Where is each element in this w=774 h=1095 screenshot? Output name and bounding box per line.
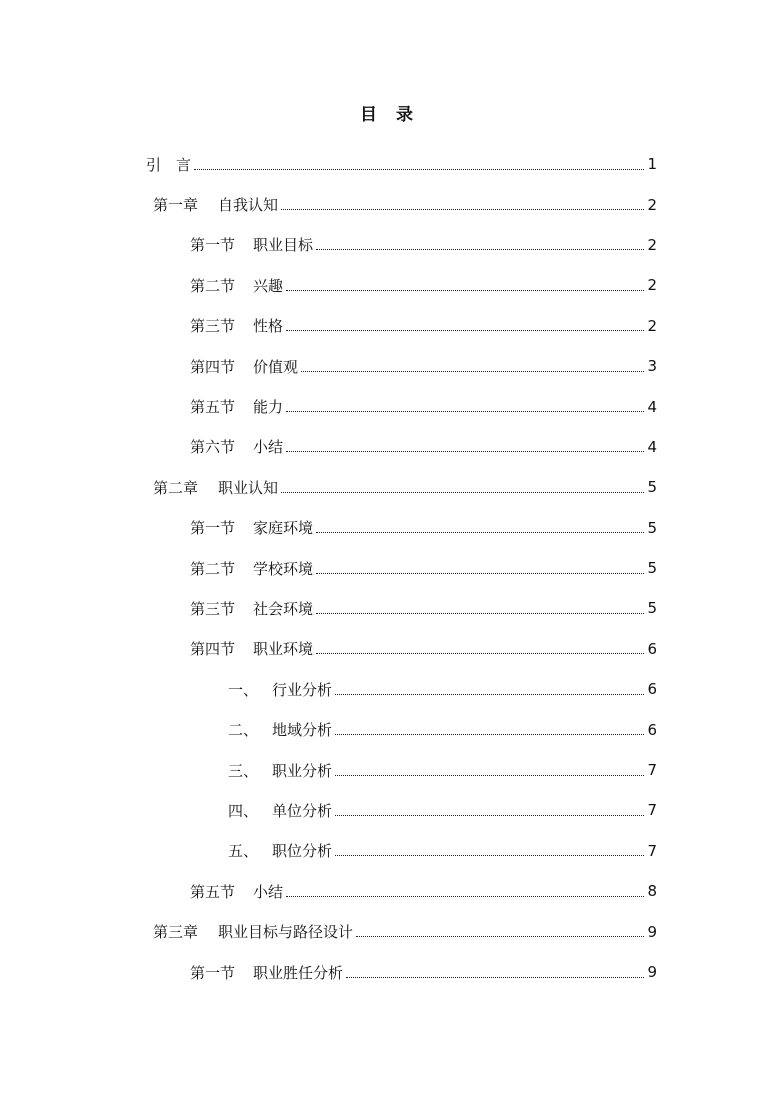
toc-dot-leader [286, 330, 644, 331]
toc-entry[interactable] [228, 669, 657, 709]
toc-entry-label [228, 840, 332, 861]
toc-page-number: 8 [647, 882, 657, 901]
toc-entry-number: 第三章 [153, 923, 199, 942]
toc-entry-title: 职业认知 [218, 478, 279, 497]
toc-entry[interactable] [190, 548, 657, 588]
toc-entry-label [190, 436, 283, 457]
toc-entry[interactable] [153, 467, 657, 507]
toc-page-number: 7 [647, 801, 657, 820]
toc-entry-title: 能力 [253, 398, 284, 417]
toc-entry-number: 三、 [228, 761, 259, 780]
toc-entry-title: 地域分析 [272, 721, 333, 740]
toc-dot-leader [335, 775, 644, 776]
toc-entry[interactable] [190, 225, 657, 265]
toc-dot-leader [281, 492, 644, 493]
toc-entry-label [190, 234, 313, 255]
toc-dot-leader [316, 573, 644, 574]
toc-entry-label [228, 679, 332, 700]
toc-page-number: 2 [647, 195, 657, 214]
toc-dot-leader [194, 169, 644, 170]
toc-entry-label [190, 315, 283, 336]
toc-page-number: 9 [647, 922, 657, 941]
toc-entry-number: 第五节 [190, 398, 236, 417]
toc-dot-leader [335, 815, 644, 816]
toc-entry[interactable] [153, 911, 657, 951]
toc-page-number: 9 [647, 963, 657, 981]
toc-page-number: 2 [647, 276, 657, 295]
toc-page-number: 5 [647, 478, 657, 497]
toc-entry-number: 第三节 [190, 317, 236, 336]
toc-dot-leader [356, 936, 644, 937]
toc-entry-number: 第四节 [190, 357, 236, 376]
toc-entry-number: 第五节 [190, 882, 236, 901]
toc-dot-leader [316, 613, 644, 614]
toc-dot-leader [316, 532, 644, 533]
toc-entry-label [228, 760, 332, 781]
toc-entry-label [190, 558, 313, 579]
toc-entry-title: 小结 [253, 438, 284, 457]
toc-entry-label [190, 881, 283, 902]
toc-entry-label [190, 275, 283, 296]
toc-entry-label [228, 800, 332, 821]
toc-dot-leader [286, 896, 644, 897]
toc-page-number: 3 [647, 357, 657, 376]
toc-entry-number: 二、 [228, 721, 259, 740]
toc-dot-leader [335, 734, 644, 735]
toc-entry-number: 第二节 [190, 559, 236, 578]
toc-page-number: 5 [647, 599, 657, 618]
toc-entry[interactable] [153, 184, 657, 224]
toc-dot-leader [316, 653, 644, 654]
toc-entry[interactable] [190, 386, 657, 426]
toc-page-number: 2 [647, 316, 657, 335]
toc-entry-number: 第一节 [190, 236, 236, 255]
toc-entry-label [190, 638, 313, 659]
toc-dot-leader [335, 855, 644, 856]
toc-title: 目 录 [360, 105, 414, 125]
toc-entry-title: 价值观 [253, 357, 299, 376]
toc-page-number: 6 [647, 720, 657, 739]
toc-dot-leader [281, 209, 644, 210]
toc-entry-number: 四、 [228, 801, 259, 820]
toc-entry-number: 第一节 [190, 963, 236, 982]
toc-page-number: 5 [647, 559, 657, 578]
toc-page-number: 4 [647, 437, 657, 456]
toc-page-number: 7 [647, 841, 657, 860]
toc-entry-number: 五、 [228, 842, 259, 861]
toc-entry-number: 第三节 [190, 599, 236, 618]
toc-entry-number: 第二节 [190, 276, 236, 295]
toc-entry-title: 性格 [253, 317, 284, 336]
toc-entry[interactable] [190, 871, 657, 911]
toc-entry-title: 职业目标与路径设计 [218, 923, 354, 942]
toc-entry[interactable] [228, 750, 657, 790]
toc-entry-title: 学校环境 [253, 559, 314, 578]
toc-entry-label [146, 154, 191, 175]
toc-entry-number: 第六节 [190, 438, 236, 457]
toc-entry-number: 引 [146, 155, 162, 174]
toc-entry-title: 职业胜任分析 [253, 963, 344, 982]
toc-entry-number: 一、 [228, 680, 259, 699]
toc-page-number: 2 [647, 235, 657, 254]
toc-dot-leader [286, 290, 644, 291]
toc-page-number: 7 [647, 761, 657, 780]
toc-entry[interactable] [190, 508, 657, 548]
toc-entry[interactable] [146, 144, 657, 184]
toc-dot-leader [301, 371, 644, 372]
toc-page-number: 6 [647, 680, 657, 699]
toc-entry-label [228, 719, 332, 740]
toc-page-number: 4 [647, 397, 657, 416]
toc-page-number: 1 [647, 155, 657, 174]
toc-entry[interactable] [190, 265, 657, 305]
toc-dot-leader [316, 249, 644, 250]
toc-entry[interactable] [190, 346, 657, 386]
toc-entry-number: 第四节 [190, 640, 236, 659]
toc-entry-label [190, 356, 298, 377]
toc-entry[interactable] [190, 588, 657, 628]
toc-entry[interactable] [190, 427, 657, 467]
toc-entry-number: 第一节 [190, 519, 236, 538]
toc-entry-title: 职业分析 [272, 761, 333, 780]
toc-entry[interactable] [190, 952, 657, 992]
toc-entry-number: 第二章 [153, 478, 199, 497]
toc-entry-title: 职业环境 [253, 640, 314, 659]
toc-entry-title: 言 [176, 155, 192, 174]
toc-entry[interactable] [228, 831, 657, 871]
toc-entry-label [190, 598, 313, 619]
toc-entry-label [190, 396, 283, 417]
toc-entry-title: 小结 [253, 882, 284, 901]
toc-page-number: 6 [647, 639, 657, 658]
toc-dot-leader [335, 694, 644, 695]
toc-page-number: 5 [647, 518, 657, 537]
toc-entry[interactable] [190, 629, 657, 669]
toc-dot-leader [286, 451, 644, 452]
toc-entry-label [153, 921, 353, 942]
toc-entry-title: 家庭环境 [253, 519, 314, 538]
toc-entry-label [190, 962, 343, 983]
toc-dot-leader [286, 411, 644, 412]
toc-entry[interactable] [228, 790, 657, 830]
toc-entry-title: 自我认知 [218, 196, 279, 215]
toc-entry-title: 兴趣 [253, 276, 284, 295]
toc-entry-title: 职业目标 [253, 236, 314, 255]
toc-entry-title: 社会环境 [253, 599, 314, 618]
toc-dot-leader [346, 977, 644, 978]
toc-entry-label [153, 477, 278, 498]
toc-entry-title: 行业分析 [272, 680, 333, 699]
toc-entry[interactable] [228, 709, 657, 749]
toc-entry-label [190, 517, 313, 538]
toc-entry-label [153, 194, 278, 215]
toc-entry-title: 单位分析 [272, 801, 333, 820]
toc-entry-title: 职位分析 [272, 842, 333, 861]
toc-entry[interactable] [190, 306, 657, 346]
toc-list [0, 144, 774, 992]
toc-entry-number: 第一章 [153, 196, 199, 215]
